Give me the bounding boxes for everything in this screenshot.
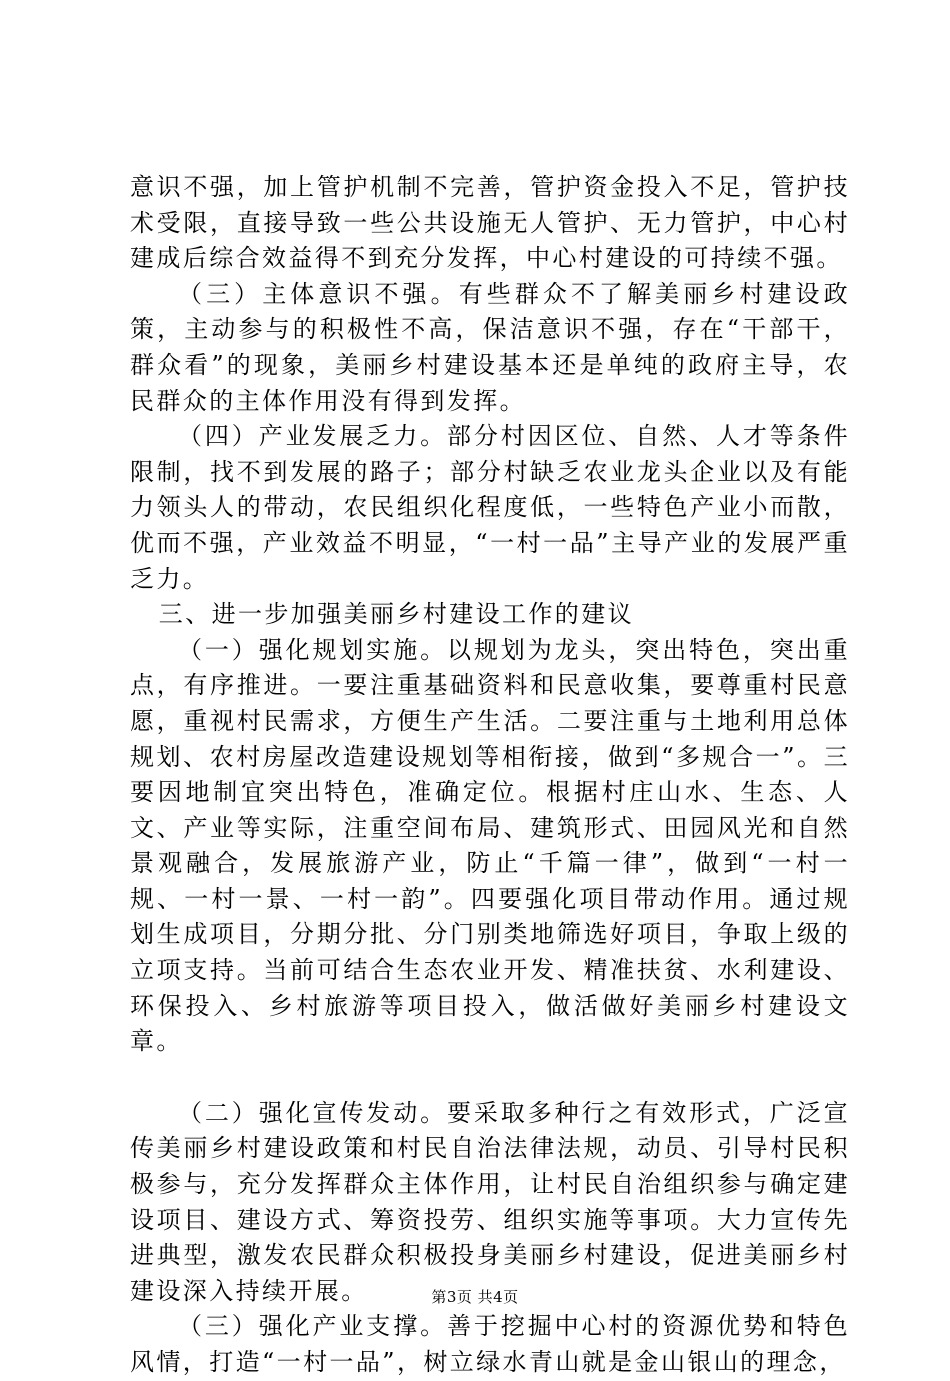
document-body: [130, 170, 850, 1381]
paragraph-subject-awareness: （三）主体意识不强。有些群众不了解美丽乡村建设政策，主动参与的积极性不高，保洁意识不强，存在“干部干，群众看”的现象，美丽乡村建设基本还是单纯的政府主导，农民群众的主体作用没有得到发挥。: [130, 279, 850, 415]
paragraph-continued: 意识不强，加上管护机制不完善，管护资金投入不足，管护技术受限，直接导致一些公共设施无人管护、无力管护，中心村建成后综合效益得不到充分发挥，中心村建设的可持续不强。: [130, 173, 850, 273]
paragraph-planning: （一）强化规划实施。以规划为龙头，突出特色，突出重点，有序推进。一要注重基础资料和民意收集，要尊重村民意愿，重视村民需求，方便生产生活。二要注重与土地利用总体规划、农村房屋改造建设规划等相衔接，做到“多规合一”。三要因地制宜突出特色，准确定位。根据村庄山水、生态、人文、产业等实际，注重空间布局、建筑形式、田园风光和自然景观融合，发展旅游产业，防止“千篇一律”，做到“一村一规、一村一景、一村一韵”。四要强化项目带动作用。通过规划生成项目，分期分批、分门别类地筛选好项目，争取上级的立项支持。当前可结合生态农业开发、精准扶贫、水利建设、环保投入、乡村旅游等项目投入，做活做好美丽乡村建设文章。: [130, 635, 850, 1056]
paragraph-industry-support: （三）强化产业支撑。善于挖掘中心村的资源优势和特色风情，打造“一村一品”，树立绿水青山就是金山银山的理念，: [130, 1312, 850, 1376]
paragraph-publicity: （二）强化宣传发动。要采取多种行之有效形式，广泛宣传美丽乡村建设政策和村民自治法律法规，动员、引导村民积极参与，充分发挥群众主体作用，让村民自治组织参与确定建设项目、建设方式、筹资投劳、组织实施等事项。大力宣传先进典型，激发农民群众积极投身美丽乡村建设，促进美丽乡村建设深入持续开展。: [130, 1098, 850, 1305]
paragraph-industry-development: （四）产业发展乏力。部分村因区位、自然、人才等条件限制，找不到发展的路子；部分村缺乏农业龙头企业以及有能力领头人的带动，农民组织化程度低，一些特色产业小而散，优而不强，产业效益不明显，“一村一品”主导产业的发展严重乏力。: [130, 422, 850, 593]
section-heading: 三、进一步加强美丽乡村建设工作的建议: [158, 600, 634, 629]
page-number-footer: 第3页 共4页: [431, 1288, 519, 1306]
